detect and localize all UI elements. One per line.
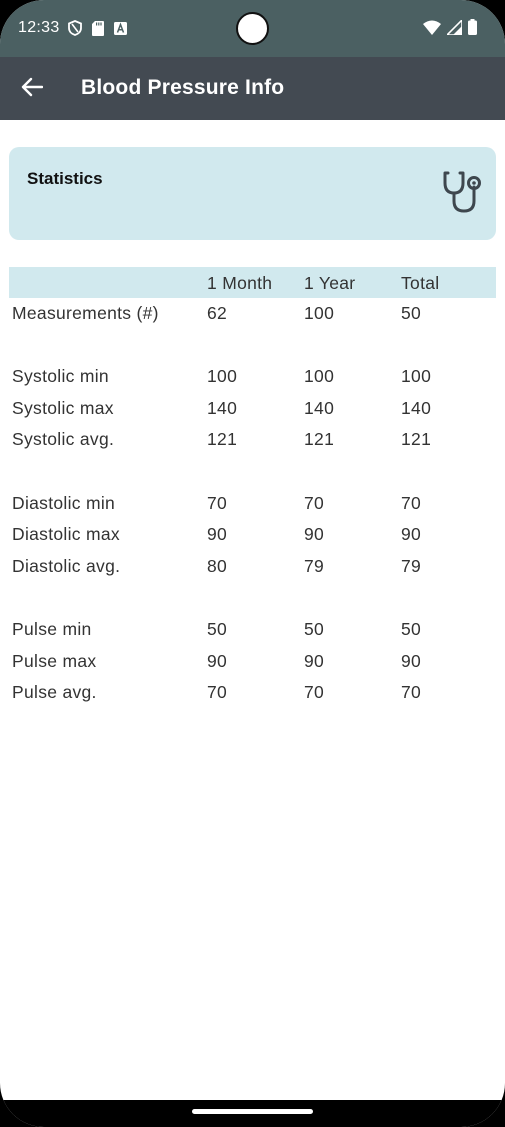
camera-cutout (236, 12, 269, 45)
sd-card-icon (92, 21, 104, 36)
table-row (9, 677, 496, 709)
row-label: Diastolic min (12, 492, 116, 513)
year-value: 79 (304, 555, 325, 576)
status-bar (0, 0, 505, 57)
stethoscope-icon (442, 169, 486, 220)
total-value: 50 (401, 618, 422, 639)
shield-icon (68, 20, 82, 36)
year-value: 50 (304, 618, 325, 639)
table-row (9, 298, 496, 330)
table-row (9, 393, 496, 425)
year-value: 70 (304, 492, 325, 513)
total-value: 79 (401, 555, 422, 576)
header-total: Total (401, 273, 440, 293)
navigation-bar (0, 1100, 505, 1127)
year-value: 90 (304, 524, 325, 545)
battery-icon (468, 19, 477, 35)
total-value: 90 (401, 650, 422, 671)
total-value: 90 (401, 524, 422, 545)
month-value: 90 (207, 524, 228, 545)
statistics-card (9, 147, 496, 240)
row-spacer (9, 456, 496, 488)
table-row (9, 361, 496, 393)
app-bar (0, 57, 505, 120)
row-label: Systolic max (12, 397, 114, 418)
total-value: 100 (401, 366, 432, 387)
page-title: Blood Pressure Info (81, 76, 285, 99)
table-row (9, 424, 496, 456)
year-value: 100 (304, 366, 335, 387)
month-value: 70 (207, 492, 228, 513)
row-spacer (9, 330, 496, 362)
back-button[interactable] (14, 71, 50, 107)
arrow-back-icon (21, 77, 43, 102)
month-value: 140 (207, 397, 238, 418)
status-icons-left (68, 20, 127, 36)
year-value: 90 (304, 650, 325, 671)
year-value: 140 (304, 397, 335, 418)
month-value: 100 (207, 366, 238, 387)
total-value: 70 (401, 492, 422, 513)
statistics-title: Statistics (27, 169, 103, 188)
total-value: 140 (401, 397, 432, 418)
month-value: 121 (207, 429, 238, 450)
row-label: Pulse max (12, 650, 97, 671)
total-value: 50 (401, 303, 422, 323)
year-value: 121 (304, 429, 335, 450)
month-value: 90 (207, 650, 228, 671)
row-label: Measurements (#) (12, 303, 159, 323)
header-1-month: 1 Month (207, 273, 273, 293)
table-row (9, 488, 496, 520)
status-icons-right (423, 19, 477, 35)
cell-signal-icon (447, 20, 462, 35)
row-label: Pulse min (12, 618, 92, 639)
header-1-year: 1 Year (304, 273, 356, 293)
row-label: Systolic avg. (12, 429, 115, 450)
month-value: 80 (207, 555, 228, 576)
total-value: 70 (401, 682, 422, 703)
row-label: Diastolic avg. (12, 555, 121, 576)
total-value: 121 (401, 429, 432, 450)
month-value: 70 (207, 682, 228, 703)
table-row (9, 551, 496, 583)
year-value: 100 (304, 303, 335, 323)
status-time: 12:33 (18, 19, 60, 36)
year-value: 70 (304, 682, 325, 703)
row-label: Diastolic max (12, 524, 120, 545)
row-label: Pulse avg. (12, 682, 97, 703)
table-row (9, 646, 496, 678)
table-header (9, 267, 496, 298)
statistics-table (9, 267, 496, 709)
wifi-icon (423, 20, 441, 35)
table-row (9, 519, 496, 551)
row-spacer (9, 582, 496, 614)
month-value: 62 (207, 303, 228, 323)
month-value: 50 (207, 618, 228, 639)
home-gesture-handle[interactable] (192, 1109, 313, 1114)
row-label: Systolic min (12, 366, 109, 387)
table-row (9, 614, 496, 646)
accessibility-a-icon (114, 22, 127, 35)
